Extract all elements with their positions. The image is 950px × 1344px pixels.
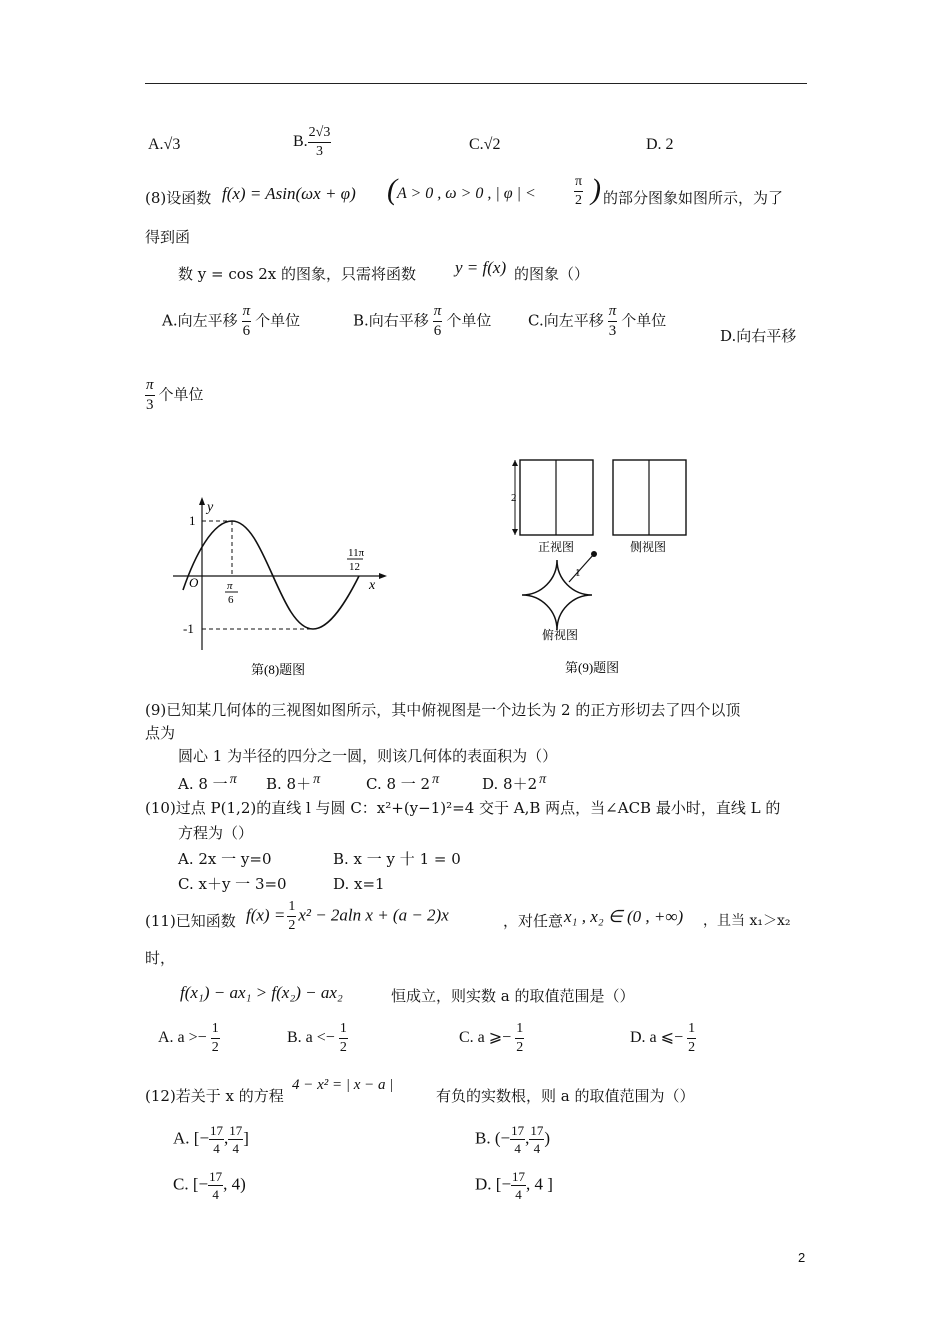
q11-line2: 时， <box>145 949 176 967</box>
q8-line2-tail: 的图象（） <box>514 265 590 283</box>
q8-line2: 数 y = cos 2x 的图象，只需将函数 <box>178 265 417 283</box>
q10-option-a: A. 2x 一 y=0 <box>178 850 272 868</box>
q8-condition: A > 0 , ω > 0 , | φ | < <box>397 185 536 202</box>
q11-inequality: f(x₁) − ax₁ > f(x₂) − ax₂ <box>180 983 343 1002</box>
q8-option-d-cont: $\frac{\pi}{3}$ 个单位 <box>146 377 204 413</box>
height-label: 2 <box>511 492 517 504</box>
tick-11pi: 11π <box>348 547 365 559</box>
radius-label: 1 <box>575 567 581 579</box>
q12-tail: 有负的实数根，则 a 的取值范围为（） <box>436 1087 695 1105</box>
q12-option-b: B. (− $\frac{17}{4}$ , $\frac{17}{4}$ ) <box>475 1123 551 1156</box>
figure-8-graph <box>165 445 425 685</box>
q9-line3: 圆心 1 为半径的四分之一圆，则该几何体的表面积为（） <box>178 747 558 765</box>
q8-rest-line2: 得到函 <box>145 228 191 246</box>
q9-option-b: B. 8＋ π <box>266 772 321 793</box>
q12-equation: 4 − x² = | x − a | <box>292 1077 394 1093</box>
q7-option-c: C.√2 <box>469 136 501 153</box>
q8-function: f(x) = Asin(ωx + φ) <box>222 184 356 203</box>
q11-tail: ，且当 x₁＞x₂ <box>703 913 791 929</box>
q11-mid: ，对任意 <box>503 912 564 930</box>
q8-option-c: C.向左平移 $\frac{\pi}{3}$ 个单位 <box>528 303 667 339</box>
y-axis-arrow <box>199 497 205 505</box>
q8-line2-func: y = f(x) <box>455 258 507 277</box>
q11-function: f(x) = $\frac{1}{2}$ x² − 2aln x + (a − 2)x <box>246 899 449 933</box>
top-view-label: 俯视图 <box>542 628 579 642</box>
q7-option-d: D. 2 <box>646 136 674 153</box>
q9-option-c: C. 8 一 2 π <box>366 772 440 793</box>
radius-endpoint <box>591 551 597 557</box>
q7-option-a: A.√3 <box>148 136 181 153</box>
x-axis-arrow <box>379 573 387 579</box>
figure-9-caption: 第(9)题图 <box>565 660 620 675</box>
q12-option-d: D. [− $\frac{17}{4}$ , 4 ] <box>475 1169 553 1202</box>
tick-one: 1 <box>189 513 196 528</box>
q12-option-a: A. [− $\frac{17}{4}$ , $\frac{17}{4}$ ] <box>173 1123 249 1156</box>
q11-line3: 恒成立，则实数 a 的取值范围是（） <box>391 987 635 1005</box>
q11-vars: x₁ , x₂ ∈ (0 , +∞) <box>564 907 684 926</box>
q8-option-a: A.向左平移 $\frac{\pi}{6}$ 个单位 <box>162 303 301 339</box>
q7-option-b: B. $\frac{2√3}{3}$ <box>293 125 331 159</box>
radius-line <box>569 554 594 582</box>
tick-12: 12 <box>349 561 360 573</box>
q8-option-d: D.向右平移 <box>720 327 797 345</box>
q10-option-d: D. x=1 <box>333 875 385 893</box>
sine-curve <box>183 521 359 629</box>
q11-intro: (11)已知函数 <box>145 912 236 930</box>
q9-line1: (9)已知某几何体的三视图如图所示，其中俯视图是一个边长为 2 的正方形切去了四个以顶 <box>145 701 741 719</box>
q11-option-b: B. a <− $\frac{1}{2}$ <box>287 1021 347 1055</box>
q10-line1: (10)过点 P(1,2)的直线 l 与圆 C：x²+(y−1)²=4 交于 A,B 两点，当∠ACB 最小时，直线 L 的 <box>145 799 781 817</box>
q9-line2: 点为 <box>145 724 176 742</box>
q8-condition-fraction: $\frac{\pi}{2}$ <box>575 174 583 208</box>
q10-line2: 方程为（） <box>178 824 254 842</box>
page-number: 2 <box>798 1250 806 1265</box>
q11-option-c: C. a ⩾− $\frac{1}{2}$ <box>459 1021 524 1055</box>
q8-paren-right: ) <box>591 173 601 206</box>
tick-pi: π <box>227 580 233 592</box>
q9-option-d: D. 8＋2 π <box>482 772 547 793</box>
figure-8-caption: 第(8)题图 <box>251 662 306 677</box>
q9-option-a: A. 8 一 π <box>178 772 237 793</box>
y-label: y <box>207 500 214 515</box>
q11-option-a: A. a >− $\frac{1}{2}$ <box>158 1021 219 1055</box>
figure-9-three-views <box>505 452 720 682</box>
origin-label: O <box>189 575 199 590</box>
q8-option-b: B.向右平移 $\frac{\pi}{6}$ 个单位 <box>353 303 492 339</box>
q8-paren-left: ( <box>387 173 397 206</box>
q8-intro: (8)设函数 <box>145 189 212 207</box>
top-view-astroid <box>522 560 592 630</box>
q10-option-b: B. x 一 y 十 1 = 0 <box>333 850 461 868</box>
dimension-arrow-top <box>512 460 518 466</box>
q12-intro: (12)若关于 x 的方程 <box>145 1087 284 1105</box>
header-rule <box>145 83 807 84</box>
x-label: x <box>369 578 376 593</box>
q10-option-c: C. x＋y 一 3=0 <box>178 875 287 893</box>
tick-neg-one: -1 <box>183 621 194 636</box>
side-view-label: 侧视图 <box>630 540 667 554</box>
q8-rest: 的部分图象如图所示，为了 <box>603 189 784 207</box>
dimension-arrow-bottom <box>512 529 518 535</box>
tick-six: 6 <box>228 594 234 606</box>
q12-option-c: C. [− $\frac{17}{4}$ , 4) <box>173 1169 246 1202</box>
front-view-label: 正视图 <box>538 540 575 554</box>
q11-option-d: D. a ⩽− $\frac{1}{2}$ <box>630 1021 696 1055</box>
